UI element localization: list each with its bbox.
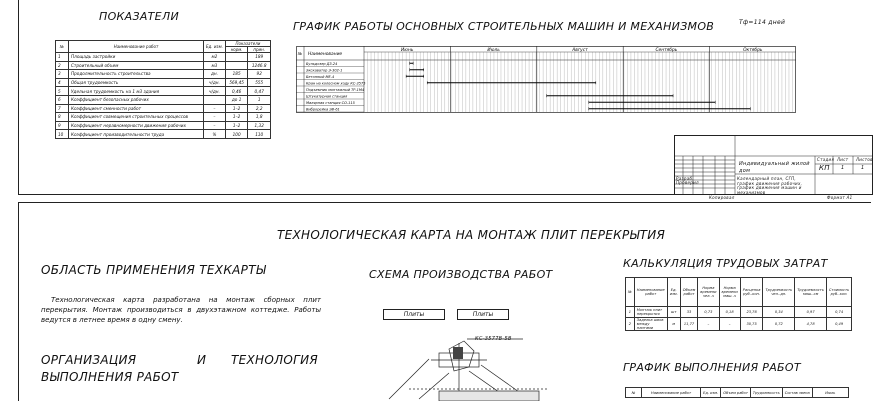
gantt-row-label: Штукатурная станция xyxy=(306,94,348,99)
table-cell: 2 xyxy=(626,318,635,331)
ind-col-norm: норм. xyxy=(225,47,248,53)
table-row xyxy=(56,87,271,96)
gantt-month-label: Август xyxy=(572,48,588,53)
gantt-row-label: Виброрейка ЭВ-61 xyxy=(306,107,340,112)
table-cell xyxy=(204,95,226,104)
table-cell: дн. xyxy=(204,70,226,79)
table-cell: Удельная трудоемкость на 1 м3 здания xyxy=(69,87,204,96)
table-cell: 0,47 xyxy=(248,87,271,96)
table-cell: 7 xyxy=(56,104,69,113)
schedule-col-header: Объем работ xyxy=(721,388,751,398)
table-cell: 4 xyxy=(56,78,69,87)
stamp-copied: Копировал xyxy=(709,195,735,200)
calc-col-header: Наименование работ xyxy=(634,278,667,307)
stamp-format: Формат А1 xyxy=(827,195,853,200)
gantt-frame xyxy=(297,47,796,113)
table-row xyxy=(626,307,852,318)
machines-gantt-chart xyxy=(296,46,796,121)
table-cell: м3 xyxy=(204,61,226,70)
stamp-project-title: Индивидуальный жилой дом xyxy=(739,161,810,174)
title-block xyxy=(674,135,873,195)
table-cell: 0,74 xyxy=(827,307,852,318)
indicators-title: ПОКАЗАТЕЛИ xyxy=(99,10,180,23)
org-title-3: ВЫПОЛНЕНИЯ РАБОТ xyxy=(41,370,179,384)
gantt-duration: Тф=114 дней xyxy=(739,19,786,26)
table-cell: – xyxy=(204,104,226,113)
calc-col-header: № xyxy=(626,278,635,307)
gantt-header-num: № xyxy=(298,51,303,56)
stamp-role-dev: Разраб. xyxy=(676,176,694,181)
stamp-sheets: 1 xyxy=(861,165,865,171)
table-cell: 1,8 xyxy=(248,113,271,122)
table-cell: 0,97 xyxy=(795,307,827,318)
stamp-sheets-label: Листов xyxy=(856,157,873,162)
table-cell: 0,46 xyxy=(225,87,248,96)
calc-col-header: Ед. изм. xyxy=(667,278,680,307)
scheme-label-slabs-2: Плиты xyxy=(457,309,509,320)
table-row xyxy=(56,95,271,104)
stamp-drawing-title: Календарный план, СГП, график движения рабочих, график движения машин и механизмов xyxy=(737,176,803,195)
table-cell: Коэффициент безопасных рабочих xyxy=(69,95,204,104)
table-cell: 1–2 xyxy=(225,113,248,122)
table-cell: 185 xyxy=(225,70,248,79)
gantt-title: ГРАФИК РАБОТЫ ОСНОВНЫХ СТРОИТЕЛЬНЫХ МАШИН И МЕХАНИЗМОВ xyxy=(293,20,715,33)
table-cell: 10 xyxy=(56,130,69,139)
schedule-col-header: Состав звена xyxy=(782,388,812,398)
org-title-and: И xyxy=(197,353,207,367)
table-cell: Общая трудоемкость xyxy=(69,78,204,87)
calc-col-header: Норма времени маш.-ч xyxy=(719,278,740,307)
table-row xyxy=(56,53,271,62)
table-cell: Строительный объем xyxy=(69,61,204,70)
work-schedule-table xyxy=(625,387,849,398)
gantt-header-name: Наименование xyxy=(308,52,343,57)
table-cell: 92 xyxy=(248,70,271,79)
table-row xyxy=(56,121,271,130)
table-cell: 110 xyxy=(248,130,271,139)
table-cell: 0,72 xyxy=(763,318,795,331)
table-cell: 1,32 xyxy=(248,121,271,130)
drawing-sheet-2 xyxy=(18,202,871,401)
table-cell: 8 xyxy=(56,113,69,122)
table-cell: Продолжительность строительства xyxy=(69,70,204,79)
org-title-1: ОРГАНИЗАЦИЯ xyxy=(41,353,137,367)
table-cell: – xyxy=(204,113,226,122)
tech-card-title: ТЕХНОЛОГИЧЕСКАЯ КАРТА НА МОНТАЖ ПЛИТ ПЕРЕКРЫТИЯ xyxy=(277,228,666,242)
scope-title: ОБЛАСТЬ ПРИМЕНЕНИЯ ТЕХКАРТЫ xyxy=(41,263,266,277)
crane-label: КС-3577В-5В xyxy=(475,336,512,342)
schedule-title: ГРАФИК ВЫПОЛНЕНИЯ РАБОТ xyxy=(623,361,801,374)
work-scheme-drawing xyxy=(369,329,559,401)
table-row xyxy=(56,130,271,139)
calc-col-header: Трудоемкость маш.-см xyxy=(795,278,827,307)
table-cell: 11,77 xyxy=(680,318,698,331)
table-cell: 1 xyxy=(626,307,635,318)
org-title-2: ТЕХНОЛОГИЯ xyxy=(231,353,319,367)
table-cell: шт xyxy=(667,307,680,318)
gantt-month-label: Октябрь xyxy=(743,48,763,53)
table-cell: % xyxy=(204,130,226,139)
scope-text: Технологическая карта разработана на монтаж сборных плит перекрытия. Монтаж производиться в двухэтажном коттедже. Работы ведутся в летнее время в одну смену. xyxy=(41,296,321,324)
table-row xyxy=(56,78,271,87)
gantt-month-label: Сентябрь xyxy=(655,48,678,53)
table-cell: 1 xyxy=(56,53,69,62)
table-cell: Коэффициент совмещения строительных процессов xyxy=(69,113,204,122)
gantt-row-label: Бульдозер ДЗ-24 xyxy=(306,62,338,66)
table-cell: м2 xyxy=(204,53,226,62)
stamp-sheet: 1 xyxy=(841,165,845,171)
drawing-sheet-1 xyxy=(18,0,873,200)
table-cell: 0,34 xyxy=(763,307,795,318)
schedule-col-header: Июль xyxy=(812,388,848,398)
schedule-col-header: Ед. изм. xyxy=(701,388,721,398)
stamp-stage: КП xyxy=(819,164,830,172)
table-cell: 0,18 xyxy=(719,307,740,318)
table-cell: 6 xyxy=(56,95,69,104)
table-cell: 3 xyxy=(56,70,69,79)
calc-col-header: Объем работ xyxy=(680,278,698,307)
gantt-month-label: Июль xyxy=(487,48,500,53)
table-cell xyxy=(225,53,248,62)
gantt-row-label: Кран на колесном ходу КС-3575 xyxy=(306,81,366,86)
table-cell: 4,78 xyxy=(795,318,827,331)
table-cell: 569,45 xyxy=(225,78,248,87)
table-cell: 2 xyxy=(56,61,69,70)
table-cell: 30,75 xyxy=(740,318,763,331)
table-cell: Заделка швов между плитами xyxy=(634,318,667,331)
calc-col-header: Стоимость руб.-коп. xyxy=(827,278,852,307)
table-cell: 0,73 xyxy=(698,307,719,318)
table-row xyxy=(56,70,271,79)
table-cell: Монтаж плит перекрытия xyxy=(634,307,667,318)
table-cell: ч/дн. xyxy=(204,87,226,96)
gantt-row-label: Малярная станция СО-115 xyxy=(306,101,355,105)
ind-col-name: Наименование работ xyxy=(69,41,204,53)
stamp-role-check: Проверил xyxy=(676,180,699,185)
stamp-sheet-label: Лист xyxy=(837,157,849,162)
table-row xyxy=(56,61,271,70)
table-cell: 555 xyxy=(248,78,271,87)
calc-col-header: Расценка руб.-коп. xyxy=(740,278,763,307)
gantt-row-label: Подъемник монтажный ТР-1М4 xyxy=(306,88,365,92)
ind-col-num: № xyxy=(56,41,69,53)
scheme-label-slabs-1: Плиты xyxy=(383,309,445,320)
table-cell: 5 xyxy=(56,87,69,96)
table-cell: – xyxy=(719,318,740,331)
table-cell: Коэффициент неравномерности движения рабочих xyxy=(69,121,204,130)
table-cell: м xyxy=(667,318,680,331)
schedule-col-header: Наименование работ xyxy=(641,388,700,398)
table-cell: 33 xyxy=(680,307,698,318)
table-cell: 100 xyxy=(225,130,248,139)
table-cell: 0,49 xyxy=(827,318,852,331)
table-cell: 189 xyxy=(248,53,271,62)
table-cell: 1–2 xyxy=(225,121,248,130)
table-row xyxy=(56,104,271,113)
table-cell: 1246.8 xyxy=(248,61,271,70)
table-row xyxy=(626,318,852,331)
scheme-title: СХЕМА ПРОИЗВОДСТВА РАБОТ xyxy=(369,268,553,281)
table-cell: Площадь застройки xyxy=(69,53,204,62)
table-cell: 1 xyxy=(248,95,271,104)
table-cell xyxy=(225,61,248,70)
schedule-col-header: № xyxy=(626,388,642,398)
table-cell: Коэффициент производительности труда xyxy=(69,130,204,139)
calc-col-header: Трудоемкость чел.-дн. xyxy=(763,278,795,307)
table-cell: – xyxy=(698,318,719,331)
indicators-table xyxy=(55,40,271,139)
table-cell: ч/дн. xyxy=(204,78,226,87)
schedule-col-header: Трудоемкость xyxy=(750,388,782,398)
gantt-month-label: Июнь xyxy=(400,48,414,53)
table-row xyxy=(56,113,271,122)
calc-col-header: Норма времени чел.-ч xyxy=(698,278,719,307)
stamp-stage-label: Стадия xyxy=(817,157,835,162)
labor-calc-table xyxy=(625,277,852,331)
ind-col-unit: Ед. изм. xyxy=(204,41,226,53)
table-cell: 23,76 xyxy=(740,307,763,318)
ind-col-accepted: прин. xyxy=(248,47,271,53)
gantt-row-label: Бетонный МЕ-4 xyxy=(306,75,335,79)
table-cell: Коэффициент сменности работ xyxy=(69,104,204,113)
calc-title: КАЛЬКУЛЯЦИЯ ТРУДОВЫХ ЗАТРАТ xyxy=(623,257,828,270)
table-cell: 2,2 xyxy=(248,104,271,113)
table-cell: – xyxy=(204,121,226,130)
table-cell: 9 xyxy=(56,121,69,130)
table-cell: до 1 xyxy=(225,95,248,104)
gantt-row-label: Экскаватор Э-302-1 xyxy=(306,68,343,73)
ind-col-values: Показатели xyxy=(225,41,270,47)
table-cell: 1–2 xyxy=(225,104,248,113)
